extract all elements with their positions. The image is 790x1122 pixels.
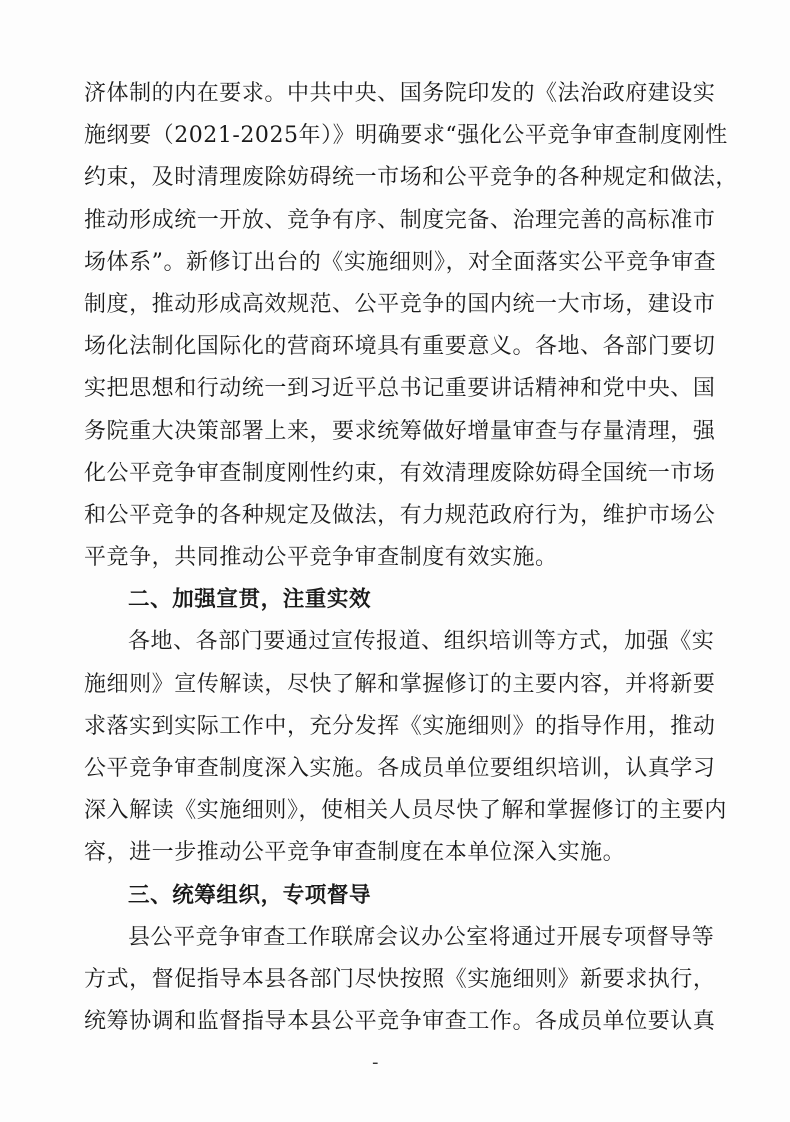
- section-heading-2: 二、加强宣贯，注重实效: [128, 587, 372, 613]
- text-line: 容，进一步推动公平竞争审查制度在本单位深入实施。: [84, 840, 626, 866]
- text-line: 实把思想和行动统一到习近平总书记重要讲话精神和党中央、国: [84, 376, 716, 402]
- text-line: 推动形成统一开放、竞争有序、制度完备、治理完善的高标准市: [84, 207, 716, 233]
- text-line: 场体系”。新修订出台的《实施细则》，对全面落实公平竞争审查: [84, 249, 717, 275]
- text-line: 济体制的内在要求。中共中央、国务院印发的《法治政府建设实: [84, 81, 716, 106]
- text-line: 施纲要（2021-2025年）》明确要求“强化公平竞争审查制度刚性: [84, 123, 728, 149]
- text-line: 统筹协调和监督指导本县公平竞争审查工作。各成员单位要认真: [84, 1009, 716, 1035]
- text-line: 公平竞争审查制度深入实施。各成员单位要组织培训，认真学习: [84, 756, 716, 781]
- text-line: 县公平竞争审查工作联席会议办公室将通过开展专项督导等: [128, 924, 715, 950]
- text-line: 务院重大决策部署上来，要求统筹做好增量审查与存量清理，强: [84, 418, 716, 444]
- text-line: 平竞争，共同推动公平竞争审查制度有效实施。: [84, 545, 558, 571]
- text-line: 制度，推动形成高效规范、公平竞争的国内统一大市场，建设市: [84, 291, 716, 317]
- document-body: [84, 73, 738, 1043]
- text-line: 求落实到实际工作中，充分发挥《实施细则》的指导作用，推动: [84, 713, 716, 739]
- text-line: 各地、各部门要通过宣传报道、组织培训等方式，加强《实: [128, 629, 715, 655]
- text-line: 深入解读《实施细则》，使相关人员尽快了解和掌握修订的主要内: [84, 798, 727, 824]
- text-line: 约束，及时清理废除妨碍统一市场和公平竞争的各种规定和做法，: [84, 165, 738, 191]
- text-line: 化公平竞争审查制度刚性约束，有效清理废除妨碍全国统一市场: [84, 460, 716, 486]
- text-line: 方式，督促指导本县各部门尽快按照《实施细则》新要求执行，: [84, 966, 716, 992]
- section-heading-3: 三、统筹组织，专项督导: [128, 882, 372, 908]
- text-line: 施细则》宣传解读，尽快了解和掌握修订的主要内容，并将新要: [84, 671, 716, 697]
- page-number-mark: -: [372, 1052, 379, 1073]
- text-line: 场化法制化国际化的营商环境具有重要意义。各地、各部门要切: [84, 334, 716, 360]
- text-line: 和公平竞争的各种规定及做法，有力规范政府行为，维护市场公: [84, 502, 716, 528]
